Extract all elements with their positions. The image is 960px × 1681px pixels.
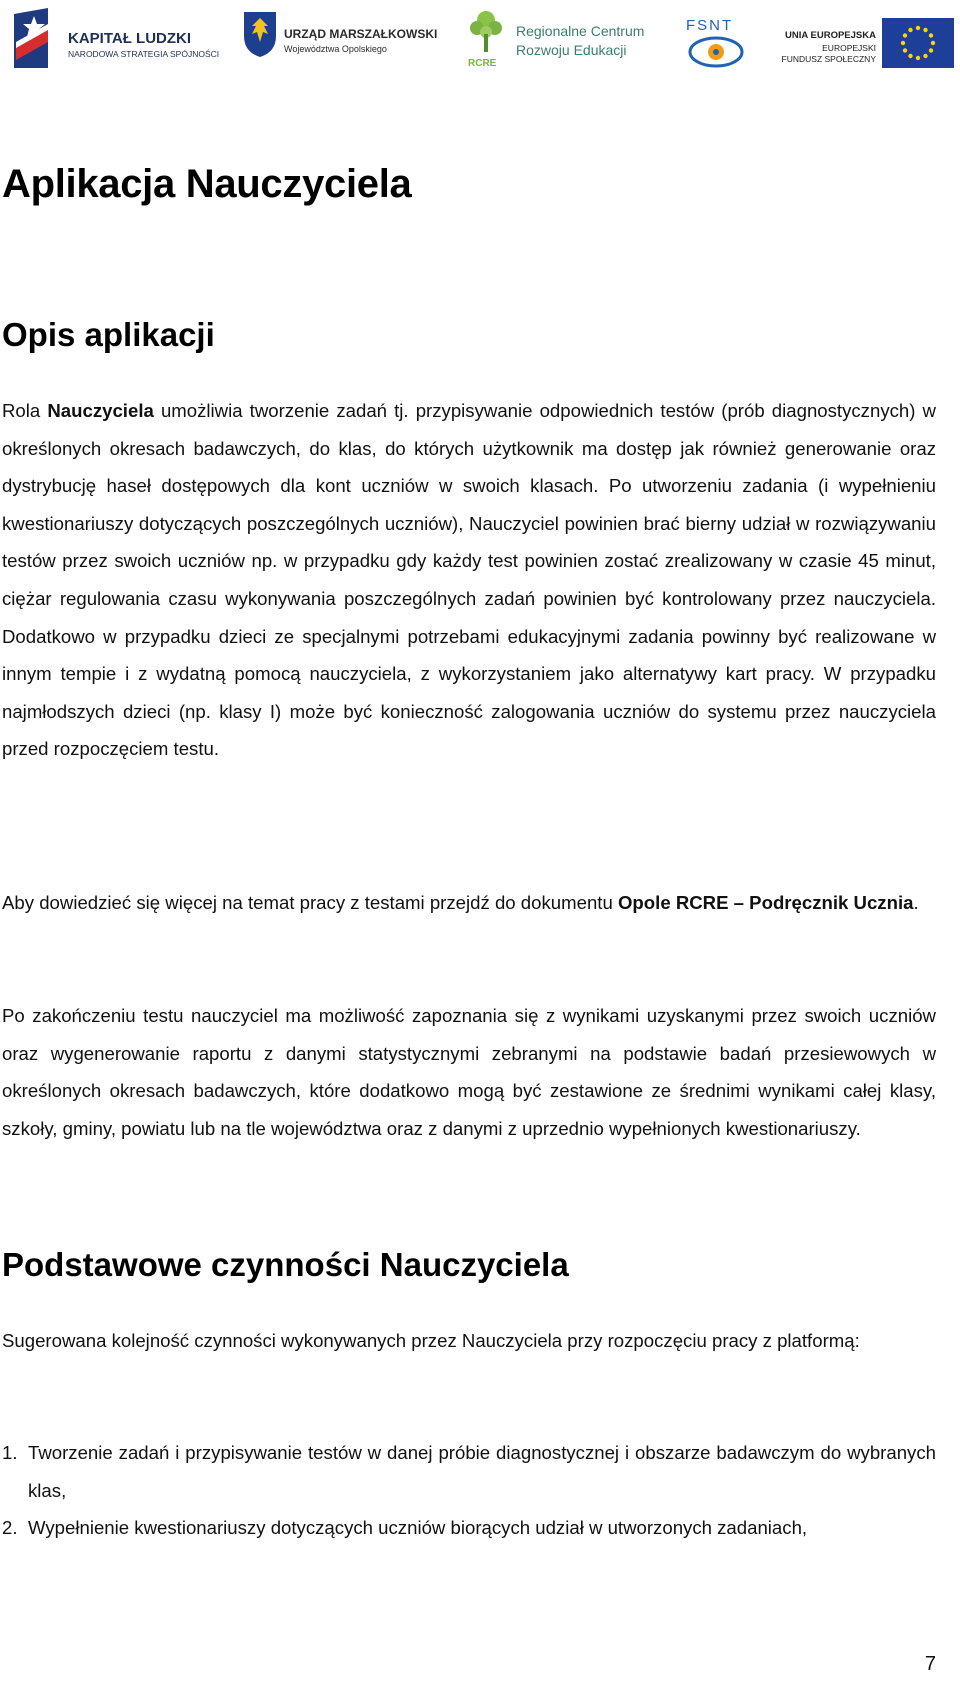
kapital-ludzki-logo [14, 8, 220, 74]
paragraph-more-info-post: . [913, 892, 919, 913]
fsnt-eye-icon [686, 32, 746, 72]
eu-flag-icon [882, 18, 954, 68]
steps-list [2, 1434, 936, 1547]
urzad-subtitle: Województwa Opolskiego [284, 44, 387, 54]
page-title: Aplikacja Nauczyciela [2, 162, 412, 206]
logo-strip [0, 0, 960, 80]
paragraph-results: Po zakończeniu testu nauczyciel ma możliwość zapoznania się z wynikami uzyskanymi przez swoich uczniów oraz wygenerowanie raportu z danymi statystycznymi zebranymi na podstawie badań przesiewowych w określonych okresach badawczych, które dodatkowo mogą być zestawione ze średnimi wynikami całej klasy, szkoły, gminy, powiatu lub na tle województwa oraz z danymi z uprzednio wypełnionych kwestionariuszy. [2, 1005, 936, 1139]
document-reference-link[interactable]: Opole RCRE – Podręcznik Ucznia [617, 892, 914, 913]
list-item-number: 1. [2, 1442, 18, 1463]
fsnt-logo [686, 8, 776, 74]
paragraph-description [2, 392, 936, 768]
list-item-text: Tworzenie zadań i przypisywanie testów w danej próbie diagnostycznej i obszarze badawczym do wybranych klas, [28, 1442, 936, 1501]
kapital-ludzki-title: KAPITAŁ LUDZKI [68, 30, 192, 47]
rcre-title-line1: Regionalne Centrum [516, 23, 645, 39]
list-item [2, 1434, 936, 1509]
kapital-ludzki-emblem-icon [14, 8, 56, 68]
paragraph-more-info-pre: Aby dowiedzieć się więcej na temat pracy z testami przejdź do dokumentu [2, 892, 618, 913]
paragraph-more-info [2, 884, 936, 922]
paragraph-steps-intro: Sugerowana kolejność czynności wykonywanych przez Nauczyciela przy rozpoczęciu pracy z platformą: [2, 1330, 860, 1351]
eu-fund-line1: EUROPEJSKI [822, 43, 876, 53]
page-number: 7 [924, 1653, 936, 1675]
eu-logo [781, 8, 960, 74]
urzad-marszalkowski-logo [242, 8, 442, 74]
list-item [2, 1509, 936, 1547]
list-item-number: 2. [2, 1517, 18, 1539]
eu-title: UNIA EUROPEJSKA [785, 30, 876, 41]
eu-fund-line2: FUNDUSZ SPOŁECZNY [781, 54, 876, 64]
kapital-ludzki-subtitle: NARODOWA STRATEGIA SPÓJNOŚCI [68, 49, 220, 59]
coat-of-arms-icon [242, 8, 278, 58]
fsnt-text: FSNT [686, 17, 734, 34]
section-heading-opis: Opis aplikacji [2, 316, 215, 353]
tree-icon [466, 8, 506, 56]
list-item-text: Wypełnienie kwestionariuszy dotyczących uczniów biorących udział w utworzonych zadaniach, [28, 1517, 808, 1539]
rcre-logo [466, 8, 656, 74]
section-heading-czynnosci: Podstawowe czynności Nauczyciela [2, 1246, 569, 1283]
role-name-bold: Nauczyciela [47, 400, 154, 421]
rcre-abbr: RCRE [468, 58, 497, 69]
rcre-title-line2: Rozwoju Edukacji [516, 42, 627, 58]
urzad-title: URZĄD MARSZAŁKOWSKI [284, 27, 438, 41]
paragraph-description-body: umożliwia tworzenie zadań tj. przypisywanie odpowiednich testów (prób diagnostycznych) w określonych okresach badawczych, do klas, do których użytkownik ma dostęp jak również generowanie oraz dystrybucję haseł dostępowych dla kont uczniów w swoich klasach. Po utworzeniu zadania (i wypełnieniu kwestionariuszy dotyczących poszczególnych uczniów), Nauczyciel powinien brać bierny udział w rozwiązywaniu testów przez swoich uczniów np. w przypadku gdy każdy test powinien zostać zrealizowany w czasie 45 minut, ciężar regulowania czasu wykonywania poszczególnych zadań powinien być kontrolowany przez nauczyciela. Dodatkowo w przypadku dzieci ze specjalnymi potrzebami edukacyjnymi zadania powinny być realizowane w innym tempie i z wydatną pomocą nauczyciela, z wykorzystaniem jako alternatywy kart pracy. W przypadku najmłodszych dzieci (np. klasy I) może być konieczność zalogowania uczniów do systemu przez nauczyciela przed rozpoczęciem testu. [2, 400, 936, 760]
paragraph-description-pre: Rola [2, 400, 48, 421]
